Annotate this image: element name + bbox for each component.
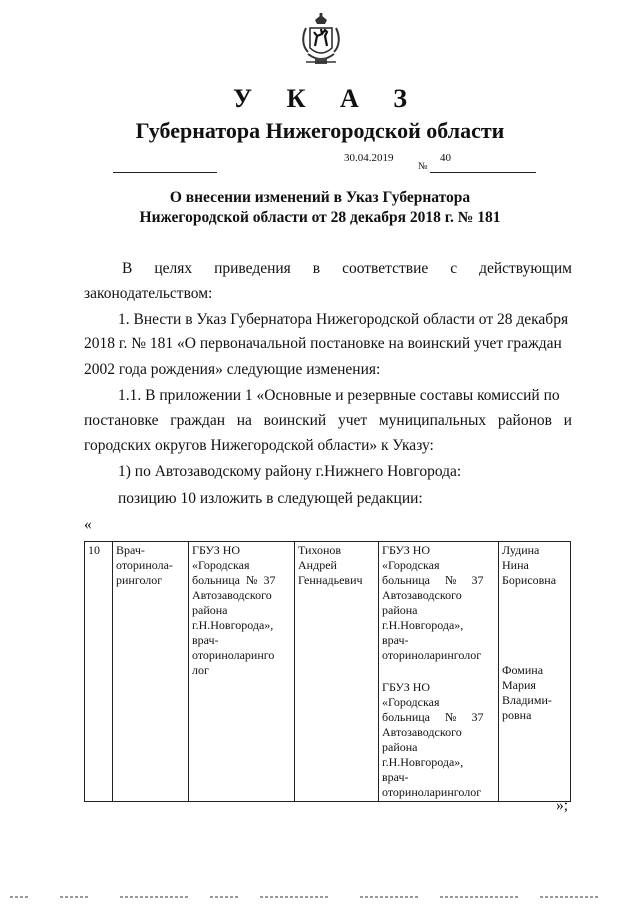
position-number-cell: 10 xyxy=(85,542,113,802)
paragraph-3-line-3: городских округов Нижегородской области» к Указу: xyxy=(84,437,434,454)
paragraph-1-line-1: В целях приведения в соответствие с действующим xyxy=(122,260,572,277)
paragraph-4: 1) по Автозаводскому району г.Нижнего Новгорода: xyxy=(118,463,462,480)
number-sign: № xyxy=(418,161,428,172)
document-subject xyxy=(0,188,640,228)
main-organization-cell: ГБУЗ НО «Городская больница № 37 Автозаводского района г.Н.Новгорода», врач- оториноларинго лог xyxy=(189,542,295,802)
open-quote: « xyxy=(84,516,92,533)
paragraph-2-line-3: 2002 года рождения» следующие изменения: xyxy=(84,361,381,378)
close-quote: »; xyxy=(556,797,569,814)
reserve-organization-cell: ГБУЗ НО «Городская больница № 37 Автозаводского района г.Н.Новгорода», врач- оториноларинголог ГБУЗ НО «Городская больница № 37 Автозаводского района г.Н.Новгорода», врач- оториноларинголог xyxy=(379,542,499,802)
date-underline xyxy=(113,172,217,173)
position-table xyxy=(84,541,571,802)
subject-line-2: Нижегородской области от 28 декабря 2018 г. № 181 xyxy=(139,209,501,226)
document-number: 40 xyxy=(440,152,451,164)
coat-of-arms-emblem xyxy=(300,12,342,72)
paragraph-5: позицию 10 изложить в следующей редакции: xyxy=(118,490,423,507)
reserve-member-cell: Лудина Нина Борисовна Фомина Мария Владими- ровна xyxy=(499,542,571,802)
document-type-title: У К А З xyxy=(233,84,421,113)
subject-line-1: О внесении изменений в Указ Губернатора xyxy=(169,189,471,206)
paragraph-2-line-1: 1. Внести в Указ Губернатора Нижегородской области от 28 декабря xyxy=(118,311,569,328)
scan-artifact-strip xyxy=(0,893,640,901)
paragraph-2-line-2: 2018 г. № 181 «О первоначальной постановке на воинский учет граждан xyxy=(84,335,562,352)
number-underline xyxy=(430,172,536,173)
paragraph-3-line-2: постановке граждан на воинский учет муниципальных районов и xyxy=(84,412,572,429)
paragraph-1-line-2: законодательством: xyxy=(84,285,213,302)
paragraph-3-line-1: 1.1. В приложении 1 «Основные и резервные составы комиссий по xyxy=(118,387,560,404)
main-member-cell: Тихонов Андрей Геннадьевич xyxy=(295,542,379,802)
table-row xyxy=(85,542,571,802)
specialty-cell: Врач- оторинола- ринголог xyxy=(113,542,189,802)
issuer-title: Губернатора Нижегородской области xyxy=(135,118,505,143)
document-date: 30.04.2019 xyxy=(344,152,394,164)
